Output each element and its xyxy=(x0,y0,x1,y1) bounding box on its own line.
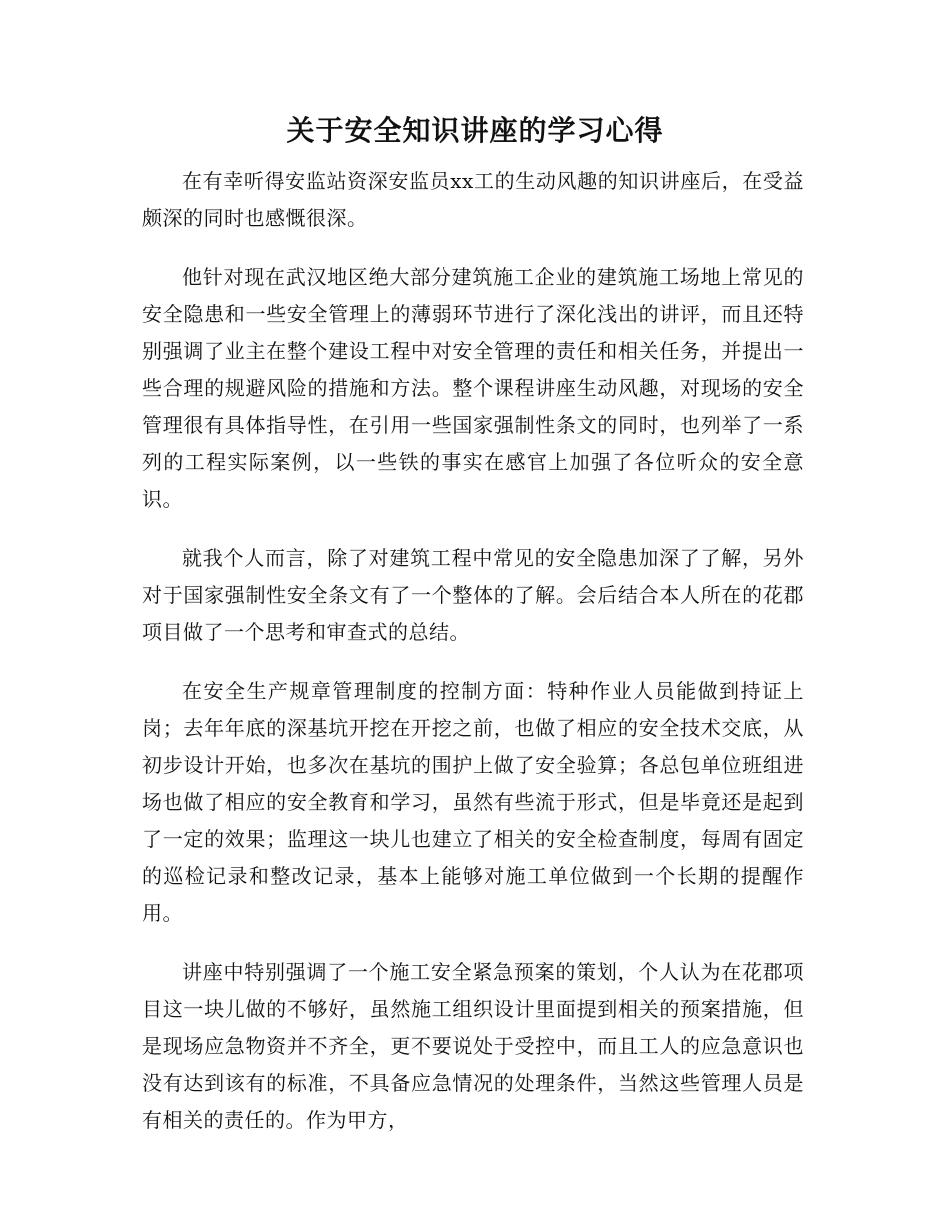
document-title: 关于安全知识讲座的学习心得 xyxy=(286,114,664,147)
paragraph-lecture-content: 他针对现在武汉地区绝大部分建筑施工企业的建筑施工场地上常见的安全隐患和一些安全管理上的薄弱环节进行了深化浅出的讲评，而且还特别强调了业主在整个建设工程中对安全管理的责任和相关任务，并提出一些合理的规避风险的措施和方法。整个课程讲座生动风趣，对现场的安全管理很有具体指导性，在引用一些国家强制性条文的同时，也列举了一系列的工程实际案例，以一些铁的事实在感官上加强了各位听众的安全意识。 xyxy=(142,265,804,511)
paragraph-emergency-plan: 讲座中特别强调了一个施工安全紧急预案的策划，个人认为在花郡项目这一块儿做的不够好，虽然施工组织设计里面提到相关的预案措施，但是现场应急物资并不齐全，更不要说处于受控中，而且工人的应急意识也没有达到该有的标准，不具备应急情况的处理条件，当然这些管理人员是有相关的责任的。作为甲方， xyxy=(142,960,804,1132)
paragraph-personal-reflection: 就我个人而言，除了对建筑工程中常见的安全隐患加深了了解，另外对于国家强制性安全条文有了一个整体的了解。会后结合本人所在的花郡项目做了一个思考和审查式的总结。 xyxy=(142,546,804,644)
document-body xyxy=(142,163,804,1161)
paragraph-intro: 在有幸听得安监站资深安监员xx工的生动风趣的知识讲座后，在受益颇深的同时也感慨很深。 xyxy=(142,169,804,230)
paragraph-safety-management-control: 在安全生产规章管理制度的控制方面：特种作业人员能做到持证上岗；去年年底的深基坑开挖在开挖之前，也做了相应的安全技术交底，从初步设计开始，也多次在基坑的围护上做了安全验算；各总包单位班组进场也做了相应的安全教育和学习，虽然有些流于形式，但是毕竟还是起到了一定的效果；监理这一块儿也建立了相关的安全检查制度，每周有固定的巡检记录和整改记录，基本上能够对施工单位做到一个长期的提醒作用。 xyxy=(142,679,804,925)
